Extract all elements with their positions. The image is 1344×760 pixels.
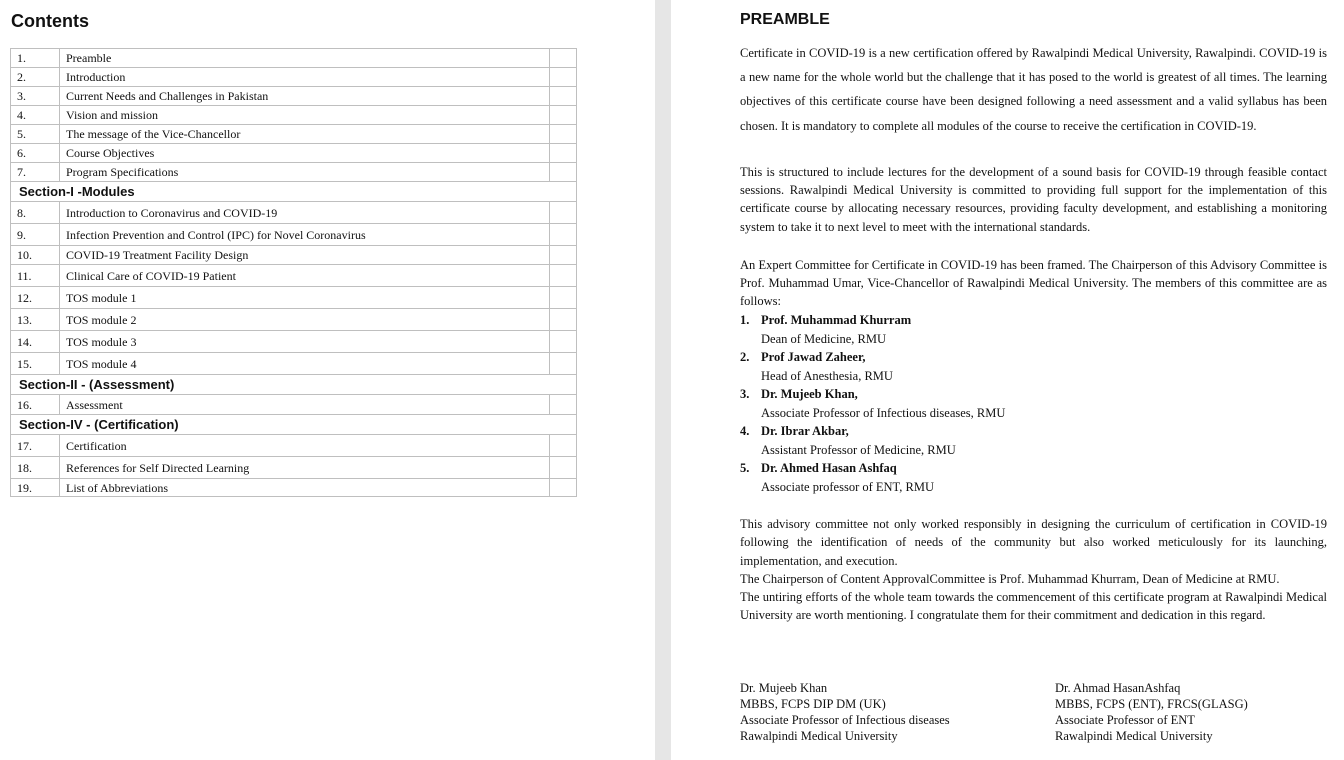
toc-row [11, 224, 577, 246]
toc-row [11, 265, 577, 287]
toc-number: 18. [11, 457, 60, 479]
toc-page-cell [550, 163, 577, 182]
toc-row [11, 246, 577, 265]
toc-page-cell [550, 224, 577, 246]
toc-entry-title: Program Specifications [60, 163, 550, 182]
toc-entry-title: TOS module 2 [60, 309, 550, 331]
toc-row [11, 287, 577, 309]
toc-row [11, 87, 577, 106]
member-number: 5. [740, 461, 750, 475]
toc-page-cell [550, 202, 577, 224]
toc-page-cell [550, 479, 577, 497]
toc-entry-title: Infection Prevention and Control (IPC) for Novel Coronavirus [60, 224, 550, 246]
toc-entry-title: Assessment [60, 395, 550, 415]
toc-number: 19. [11, 479, 60, 497]
toc-page-cell [550, 246, 577, 265]
toc-row [11, 457, 577, 479]
signature-name: Dr. Ahmad HasanAshfaq [1055, 681, 1181, 695]
toc-number: 8. [11, 202, 60, 224]
toc-number: 6. [11, 144, 60, 163]
toc-number: 2. [11, 68, 60, 87]
toc-page-cell [550, 435, 577, 457]
preamble-paragraph-6: The untiring efforts of the whole team towards the commencement of this certificate program at Rawalpindi Medical University are worth mentioning. I congratulate them for their commitment and dedication in this regard. [740, 590, 1327, 623]
committee-member [740, 385, 1327, 422]
toc-entry-title: TOS module 4 [60, 353, 550, 375]
section-heading: Section-IV - (Certification) [11, 415, 577, 435]
toc-page-cell [550, 106, 577, 125]
signature-name: Dr. Mujeeb Khan [740, 681, 828, 695]
toc-number: 4. [11, 106, 60, 125]
section-heading: Section-I -Modules [11, 182, 577, 202]
contents-title: Contents [11, 11, 89, 31]
toc-number: 5. [11, 125, 60, 144]
toc-entry-title: Vision and mission [60, 106, 550, 125]
toc-row [11, 49, 577, 68]
toc-page-cell [550, 68, 577, 87]
preamble-paragraph-5: The Chairperson of Content ApprovalCommittee is Prof. Muhammad Khurram, Dean of Medicine at RMU. [740, 571, 1280, 586]
toc-number: 10. [11, 246, 60, 265]
signature-degrees: MBBS, FCPS (ENT), FRCS(GLASG) [1055, 697, 1248, 711]
member-name: Dr. Ibrar Akbar, [761, 424, 849, 438]
preamble-page [671, 0, 1344, 760]
preamble-paragraph-1: Certificate in COVID-19 is a new certification offered by Rawalpindi Medical University, Rawalpindi. COVID-19 is a new name for the whole world but the challenge that it has posed to the world is greatest of all times. The learning objectives of this certificate course have been designed following a need assessment and a valid syllabus has been chosen. It is mandatory to complete all modules of the course to receive the certification in COVID-19. [740, 46, 1327, 133]
contents-page [0, 0, 655, 760]
toc-entry-title: Certification [60, 435, 550, 457]
toc-row [11, 479, 577, 497]
preamble-paragraph-4: This advisory committee not only worked responsibly in designing the curriculum of certification in COVID-19 following the identification of needs of the community but also worked meticulously for its launching, implementation, and execution. [740, 517, 1327, 568]
page-gutter [655, 0, 671, 760]
section-heading: Section-II - (Assessment) [11, 375, 577, 395]
toc-number: 15. [11, 353, 60, 375]
member-role: Associate Professor of Infectious diseases, RMU [761, 405, 1006, 420]
toc-row [11, 125, 577, 144]
committee-member [740, 422, 1327, 459]
toc-page-cell [550, 144, 577, 163]
member-name: Dr. Ahmed Hasan Ashfaq [761, 461, 897, 475]
toc-page-cell [550, 457, 577, 479]
preamble-closing [740, 515, 1327, 625]
toc-page-cell [550, 125, 577, 144]
member-number: 2. [740, 350, 750, 364]
member-name: Dr. Mujeeb Khan, [761, 387, 858, 401]
section-heading-row [11, 415, 577, 435]
section-heading-row [11, 375, 577, 395]
toc-entry-title: Clinical Care of COVID-19 Patient [60, 265, 550, 287]
committee-member [740, 459, 1327, 496]
toc-page-cell [550, 87, 577, 106]
signature-org: Rawalpindi Medical University [1055, 729, 1213, 743]
toc-page-cell [550, 287, 577, 309]
toc-number: 16. [11, 395, 60, 415]
member-number: 1. [740, 313, 750, 327]
preamble-paragraph-3: An Expert Committee for Certificate in COVID-19 has been framed. The Chairperson of this Advisory Committee is Prof. Muhammad Umar, Vice-Chancellor of Rawalpindi Medical University. The members of this committee are as follows: [740, 258, 1327, 309]
section-heading-row [11, 182, 577, 202]
member-number: 4. [740, 424, 750, 438]
toc-number: 3. [11, 87, 60, 106]
toc-page-cell [550, 49, 577, 68]
toc-entry-title: The message of the Vice-Chancellor [60, 125, 550, 144]
toc-row [11, 202, 577, 224]
toc-entry-title: TOS module 3 [60, 331, 550, 353]
toc-number: 12. [11, 287, 60, 309]
member-role: Associate professor of ENT, RMU [761, 479, 934, 494]
signature-block [740, 680, 950, 744]
signature-org: Rawalpindi Medical University [740, 729, 898, 743]
member-name: Prof. Muhammad Khurram [761, 313, 912, 327]
toc-row [11, 163, 577, 182]
toc-page-cell [550, 331, 577, 353]
toc-number: 14. [11, 331, 60, 353]
toc-row [11, 106, 577, 125]
toc-number: 13. [11, 309, 60, 331]
preamble-title: PREAMBLE [740, 11, 830, 28]
toc-entry-title: Introduction [60, 68, 550, 87]
toc-page-cell [550, 309, 577, 331]
toc-page-cell [550, 395, 577, 415]
toc-entry-title: List of Abbreviations [60, 479, 550, 497]
toc-row [11, 331, 577, 353]
toc-row [11, 435, 577, 457]
toc-page-cell [550, 265, 577, 287]
signature-block [1055, 680, 1248, 744]
signature-title: Associate Professor of ENT [1055, 713, 1195, 727]
toc-entry-title: Introduction to Coronavirus and COVID-19 [60, 202, 550, 224]
toc-number: 11. [11, 265, 60, 287]
toc-entry-title: Preamble [60, 49, 550, 68]
toc-entry-title: TOS module 1 [60, 287, 550, 309]
member-name: Prof Jawad Zaheer, [761, 350, 866, 364]
signature-title: Associate Professor of Infectious diseases [740, 713, 950, 727]
toc-number: 7. [11, 163, 60, 182]
toc-page-cell [550, 353, 577, 375]
committee-member [740, 311, 1327, 348]
toc-entry-title: Current Needs and Challenges in Pakistan [60, 87, 550, 106]
member-role: Head of Anesthesia, RMU [761, 368, 893, 383]
toc-number: 9. [11, 224, 60, 246]
toc-number: 1. [11, 49, 60, 68]
toc-entry-title: Course Objectives [60, 144, 550, 163]
member-role: Assistant Professor of Medicine, RMU [761, 442, 956, 457]
toc-entry-title: COVID-19 Treatment Facility Design [60, 246, 550, 265]
toc-row [11, 68, 577, 87]
preamble-paragraph-2: This is structured to include lectures for the development of a sound basis for COVID-19 through feasible contact sessions. Rawalpindi Medical University is committed to providing full support for the implementation of this certificate course by allocating necessary resources, providing faculty development, and establishing a monitoring system to take it to next level to meet with the international standards. [740, 165, 1327, 234]
toc-entry-title: References for Self Directed Learning [60, 457, 550, 479]
toc-row [11, 395, 577, 415]
toc-row [11, 144, 577, 163]
toc-row [11, 309, 577, 331]
member-role: Dean of Medicine, RMU [761, 331, 886, 346]
toc-number: 17. [11, 435, 60, 457]
member-number: 3. [740, 387, 750, 401]
toc-row [11, 353, 577, 375]
committee-member [740, 348, 1327, 385]
contents-table [10, 48, 577, 497]
signature-degrees: MBBS, FCPS DIP DM (UK) [740, 697, 886, 711]
committee-member-list [740, 311, 1327, 496]
